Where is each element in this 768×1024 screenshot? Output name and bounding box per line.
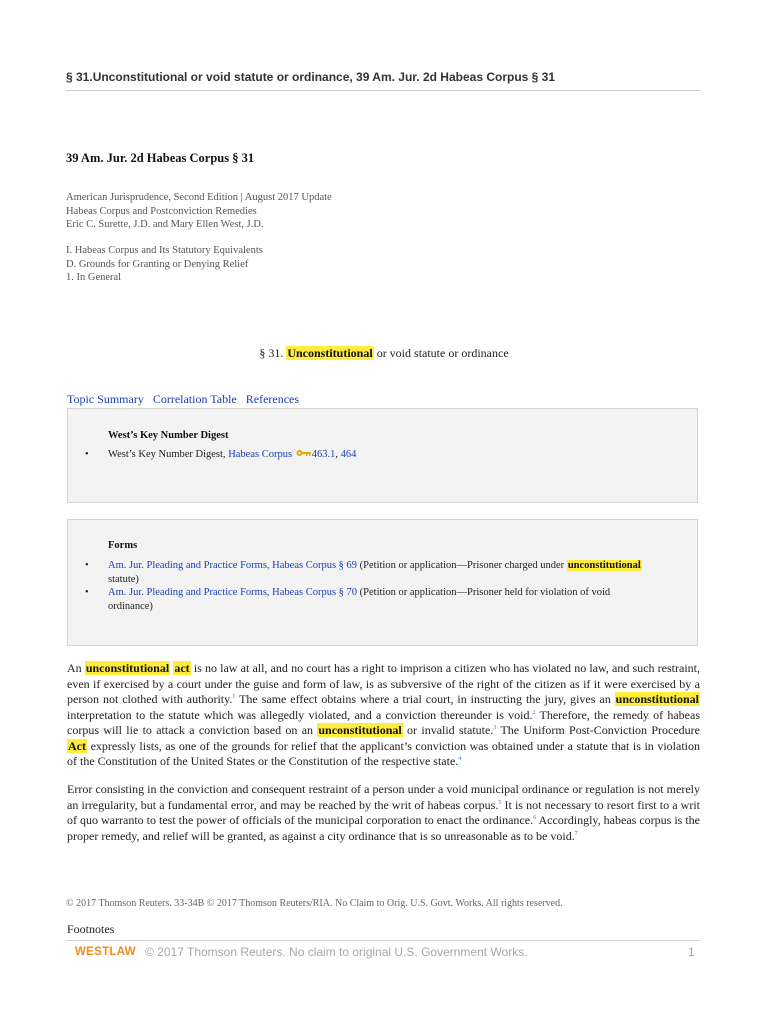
meta-line: D. Grounds for Granting or Denying Relief (66, 258, 249, 270)
footnote-ref[interactable]: 4 (458, 756, 462, 762)
highlighted-term: act (174, 661, 190, 675)
box-heading: Forms (108, 540, 138, 551)
section-number: § 31. (259, 346, 284, 360)
box-heading: West’s Key Number Digest (108, 430, 229, 441)
tab-topic-summary[interactable]: Topic Summary (67, 392, 144, 406)
text-run: or invalid statute. (407, 723, 494, 737)
highlighted-term: unconstitutional (567, 560, 641, 571)
bullet: • (85, 560, 89, 571)
section-title (0, 346, 768, 361)
footnote-ref[interactable]: 1 (232, 694, 236, 700)
list-item-text: West’s Key Number Digest, (108, 449, 226, 461)
bullet: • (85, 449, 89, 460)
publication-meta (66, 191, 332, 232)
key-number-link[interactable]: 464 (340, 449, 357, 461)
header-divider (66, 90, 700, 91)
footnote-ref[interactable]: 2 (532, 709, 536, 716)
key-number-digest-box (67, 408, 698, 503)
text-run: expressly lists, as one of the grounds for relief that the applicant’s conviction was obtained under a statute that is in violation of the Constitution of the United States or the Constitution of the respective state. (67, 738, 701, 768)
footnote-ref[interactable]: 5 (498, 799, 502, 806)
text-run: Error consisting in the conviction and consequent restraint of a person under a void municipal ordinance or regulation is not merely an irregularity, but a fundamental error, and may be reached by the writ of habeas corpus. (67, 782, 700, 812)
footnote-ref[interactable]: 3 (493, 725, 497, 731)
form-link[interactable]: Am. Jur. Pleading and Practice Forms, Habeas Corpus § 69 (108, 560, 358, 571)
text-run: The same effect obtains where a trial court, in instructing the jury, gives an (239, 692, 611, 706)
body-paragraph (67, 661, 700, 770)
bullet: • (85, 587, 89, 598)
text-run: is no law at all, and no court has a right to imprison a citizen who has violated no law, and such restraint, even if exercised by a court under the guise and form of law, is as subversive of the right of the citizen as if it were exercised by a person not clothed with authority. (67, 661, 701, 706)
copyright-notice: © 2017 Thomson Reuters. 33-34B © 2017 Thomson Reuters/RIA. No Claim to Orig. U.S. Govt. Works. All rights reserved. (66, 898, 563, 909)
page-number: 1 (688, 945, 695, 959)
citation-title: 39 Am. Jur. 2d Habeas Corpus § 31 (66, 151, 255, 165)
list-item (85, 586, 657, 613)
tab-references[interactable]: References (245, 392, 300, 406)
text-run: Therefore, the remedy of habeas corpus will lie to attack a conviction based on an (67, 707, 700, 737)
footer-divider (66, 940, 700, 941)
forms-box (67, 519, 698, 646)
text-run: It is not necessary to resort first to a writ of quo warranto to test the power of officials of the municipal corporation to enact the ordinance. (67, 797, 701, 827)
text-run: An (67, 661, 82, 675)
form-link[interactable]: Am. Jur. Pleading and Practice Forms, Habeas Corpus § 70 (108, 587, 358, 598)
list-item-text: statute) (108, 573, 139, 585)
meta-line: I. Habeas Corpus and Its Statutory Equivalents (66, 245, 263, 256)
meta-line: 1. In General (66, 272, 122, 283)
text-run: interpretation to the statute which was allegedly violated, and a conviction thereunder is void. (67, 707, 533, 722)
list-item-text: (Petition or application—Prisoner held for violation of void ordinance) (108, 587, 611, 612)
footer-copyright: © 2017 Thomson Reuters. No claim to original U.S. Government Works. (145, 945, 528, 959)
footnotes-heading: Footnotes (67, 922, 115, 936)
meta-line: American Jurisprudence, Second Edition | August 2017 Update (66, 192, 332, 203)
text-run: The Uniform Post-Conviction Procedure (500, 723, 701, 737)
list-item-text: (Petition or application—Prisoner charged under (359, 560, 565, 571)
document-header-title: § 31.Unconstitutional or void statute or ordinance, 39 Am. Jur. 2d Habeas Corpus § 31 (66, 70, 556, 84)
list-item (85, 559, 657, 586)
separator: , (335, 449, 338, 461)
section-title-rest: or void statute or ordinance (376, 346, 509, 360)
body-paragraph (67, 782, 700, 844)
key-icon (296, 448, 311, 462)
highlighted-term: Act (68, 738, 86, 753)
tab-correlation-table[interactable]: Correlation Table (152, 392, 237, 406)
meta-line: Habeas Corpus and Postconviction Remedies (66, 205, 257, 217)
outline-meta (66, 244, 263, 285)
key-number-link[interactable]: 463.1 (311, 449, 336, 461)
meta-line: Eric C. Surette, J.D. and Mary Ellen West, J.D. (66, 219, 264, 230)
topic-tabs (67, 392, 305, 407)
habeas-corpus-link[interactable]: Habeas Corpus (228, 449, 293, 461)
highlighted-term: unconstitutional (85, 661, 170, 675)
highlighted-term: Unconstitutional (287, 346, 373, 360)
text-run: Accordingly, habeas corpus is the proper remedy, and relief will be granted, as against a city ordinance that is so unreasonable as to be void. (67, 813, 700, 843)
footnote-ref[interactable]: 6 (533, 815, 537, 821)
list-item (85, 448, 657, 462)
footnote-ref[interactable]: 7 (574, 830, 578, 837)
highlighted-term: unconstitutional (615, 692, 700, 706)
highlighted-term: unconstitutional (318, 723, 402, 737)
westlaw-logo: WESTLAW (75, 946, 136, 958)
